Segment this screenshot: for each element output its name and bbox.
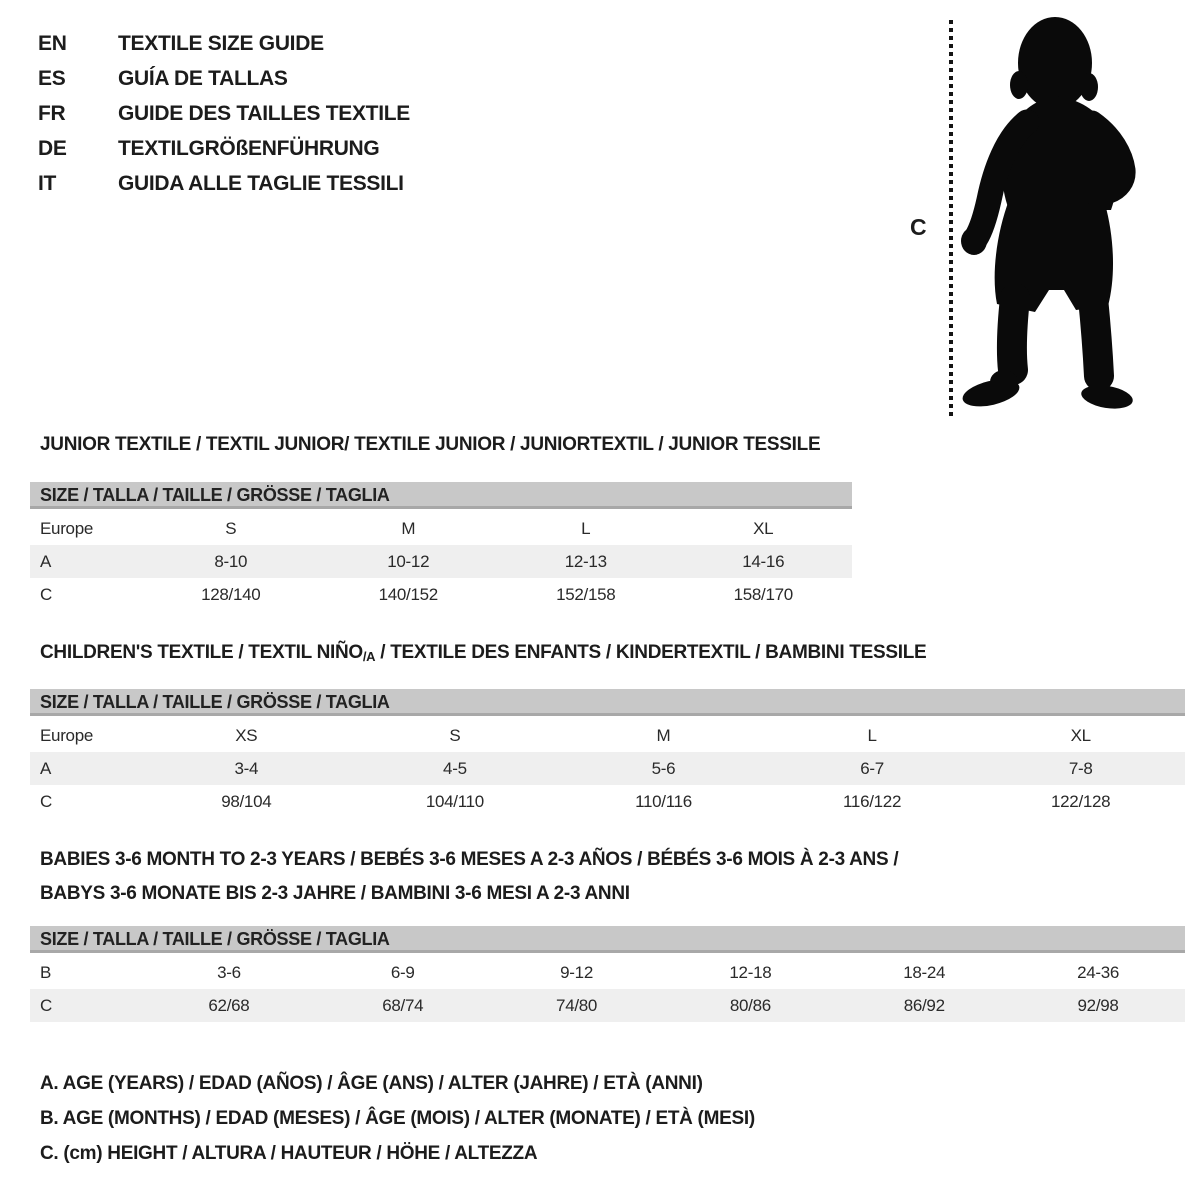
size-header-bar: SIZE / TALLA / TAILLE / GRÖSSE / TAGLIA	[30, 926, 1185, 953]
age-cell: 12-18	[729, 962, 772, 982]
babies-title-line2: BABYS 3-6 MONATE BIS 2-3 JAHRE / BAMBINI 3-6 MESI A 2-3 ANNI	[40, 883, 630, 904]
language-code: FR	[38, 101, 66, 125]
size-cell: M	[401, 518, 416, 538]
size-cell: L	[867, 725, 877, 745]
size-cell: XS	[235, 725, 258, 745]
height-cell: 74/80	[556, 995, 598, 1015]
guide-title-es: GUÍA DE TALLAS	[118, 66, 288, 90]
age-cell: 6-9	[390, 962, 415, 982]
children-size-table	[30, 689, 1185, 818]
height-cell: 104/110	[425, 791, 484, 811]
height-cell: 92/98	[1077, 995, 1119, 1015]
height-cell: 68/74	[382, 995, 424, 1015]
age-cell: 4-5	[443, 758, 467, 778]
language-row-en	[38, 26, 410, 61]
age-cell: 6-7	[860, 758, 884, 778]
height-measure-label: C	[910, 214, 927, 240]
guide-title-it: GUIDA ALLE TAGLIE TESSILI	[118, 171, 404, 195]
size-cell: L	[581, 518, 591, 538]
row-label: Europe	[40, 518, 94, 538]
age-cell: 24-36	[1077, 962, 1120, 982]
babies-section-title	[40, 843, 898, 911]
junior-section-title: JUNIOR TEXTILE / TEXTIL JUNIOR/ TEXTILE JUNIOR / JUNIORTEXTIL / JUNIOR TESSILE	[40, 434, 821, 455]
age-cell: 5-6	[651, 758, 676, 778]
guide-title-de: TEXTILGRÖßENFÜHRUNG	[118, 136, 380, 160]
language-code: DE	[38, 136, 67, 160]
table-row-age-months	[30, 956, 1185, 989]
age-cell: 3-6	[217, 962, 241, 982]
row-label: C	[40, 791, 52, 811]
junior-size-table	[30, 482, 852, 611]
size-cell: XL	[753, 518, 774, 538]
guide-title-fr: GUIDE DES TAILLES TEXTILE	[118, 101, 410, 125]
age-cell: 10-12	[387, 551, 430, 571]
age-cell: 8-10	[214, 551, 248, 571]
measurement-legend	[40, 1066, 755, 1171]
language-title-list	[38, 26, 410, 201]
size-header-bar: SIZE / TALLA / TAILLE / GRÖSSE / TAGLIA	[30, 689, 1185, 716]
row-label: Europe	[40, 725, 94, 745]
table-row-age-years	[30, 752, 1185, 785]
language-row-es	[38, 61, 410, 96]
row-label: A	[40, 758, 52, 778]
legend-height-cm: C. (cm) HEIGHT / ALTURA / HAUTEUR / HÖHE / ALTEZZA	[40, 1143, 538, 1164]
height-cell: 86/92	[903, 995, 945, 1015]
row-label: B	[40, 962, 52, 982]
children-title-post: / TEXTILE DES ENFANTS / KINDERTEXTIL / BAMBINI TESSILE	[375, 642, 927, 663]
size-cell: S	[449, 725, 461, 745]
size-header-bar: SIZE / TALLA / TAILLE / GRÖSSE / TAGLIA	[30, 482, 852, 509]
table-row-height-cm	[30, 785, 1185, 818]
size-cell: M	[656, 725, 671, 745]
babies-title-line1: BABIES 3-6 MONTH TO 2-3 YEARS / BEBÉS 3-6 MESES A 2-3 AÑOS / BÉBÉS 3-6 MOIS À 2-3 ANS /	[40, 849, 899, 870]
age-cell: 3-4	[234, 758, 259, 778]
toddler-silhouette-image	[945, 8, 1155, 420]
language-row-fr	[38, 96, 410, 131]
height-cell: 122/128	[1050, 791, 1111, 811]
table-row-height-cm	[30, 578, 852, 611]
row-label: C	[40, 584, 52, 604]
children-title-pre: CHILDREN'S TEXTILE / TEXTIL NIÑO	[40, 642, 363, 663]
height-cell: 116/122	[843, 791, 902, 811]
table-row-height-cm	[30, 989, 1185, 1022]
row-label: C	[40, 995, 52, 1015]
size-cell: XL	[1070, 725, 1091, 745]
language-code: IT	[38, 171, 57, 195]
age-cell: 14-16	[742, 551, 785, 571]
height-cell: 80/86	[729, 995, 771, 1015]
legend-age-months: B. AGE (MONTHS) / EDAD (MESES) / ÂGE (MOIS) / ALTER (MONATE) / ETÀ (MESI)	[40, 1108, 755, 1129]
table-row-age-years	[30, 545, 852, 578]
legend-age-years: A. AGE (YEARS) / EDAD (AÑOS) / ÂGE (ANS) / ALTER (JAHRE) / ETÀ (ANNI)	[40, 1073, 703, 1094]
table-row-europe	[30, 719, 1185, 752]
language-row-de	[38, 131, 410, 166]
table-row-europe	[30, 512, 852, 545]
language-code: ES	[38, 66, 66, 90]
height-cell: 110/116	[635, 791, 692, 811]
children-section-title	[40, 642, 926, 664]
height-cell: 158/170	[733, 584, 793, 604]
language-code: EN	[38, 31, 67, 55]
size-cell: S	[225, 518, 237, 538]
height-cell: 98/104	[221, 791, 272, 811]
children-title-sub: /A	[362, 649, 376, 664]
age-cell: 9-12	[560, 962, 593, 982]
height-cell: 128/140	[201, 584, 261, 604]
guide-title-en: TEXTILE SIZE GUIDE	[118, 31, 324, 55]
babies-size-table	[30, 926, 1185, 1022]
height-cell: 140/152	[378, 584, 438, 604]
age-cell: 12-13	[564, 551, 607, 571]
age-cell: 18-24	[903, 962, 946, 982]
age-cell: 7-8	[1068, 758, 1093, 778]
height-cell: 62/68	[208, 995, 250, 1015]
language-row-it	[38, 166, 410, 201]
height-cell: 152/158	[556, 584, 616, 604]
row-label: A	[40, 551, 52, 571]
